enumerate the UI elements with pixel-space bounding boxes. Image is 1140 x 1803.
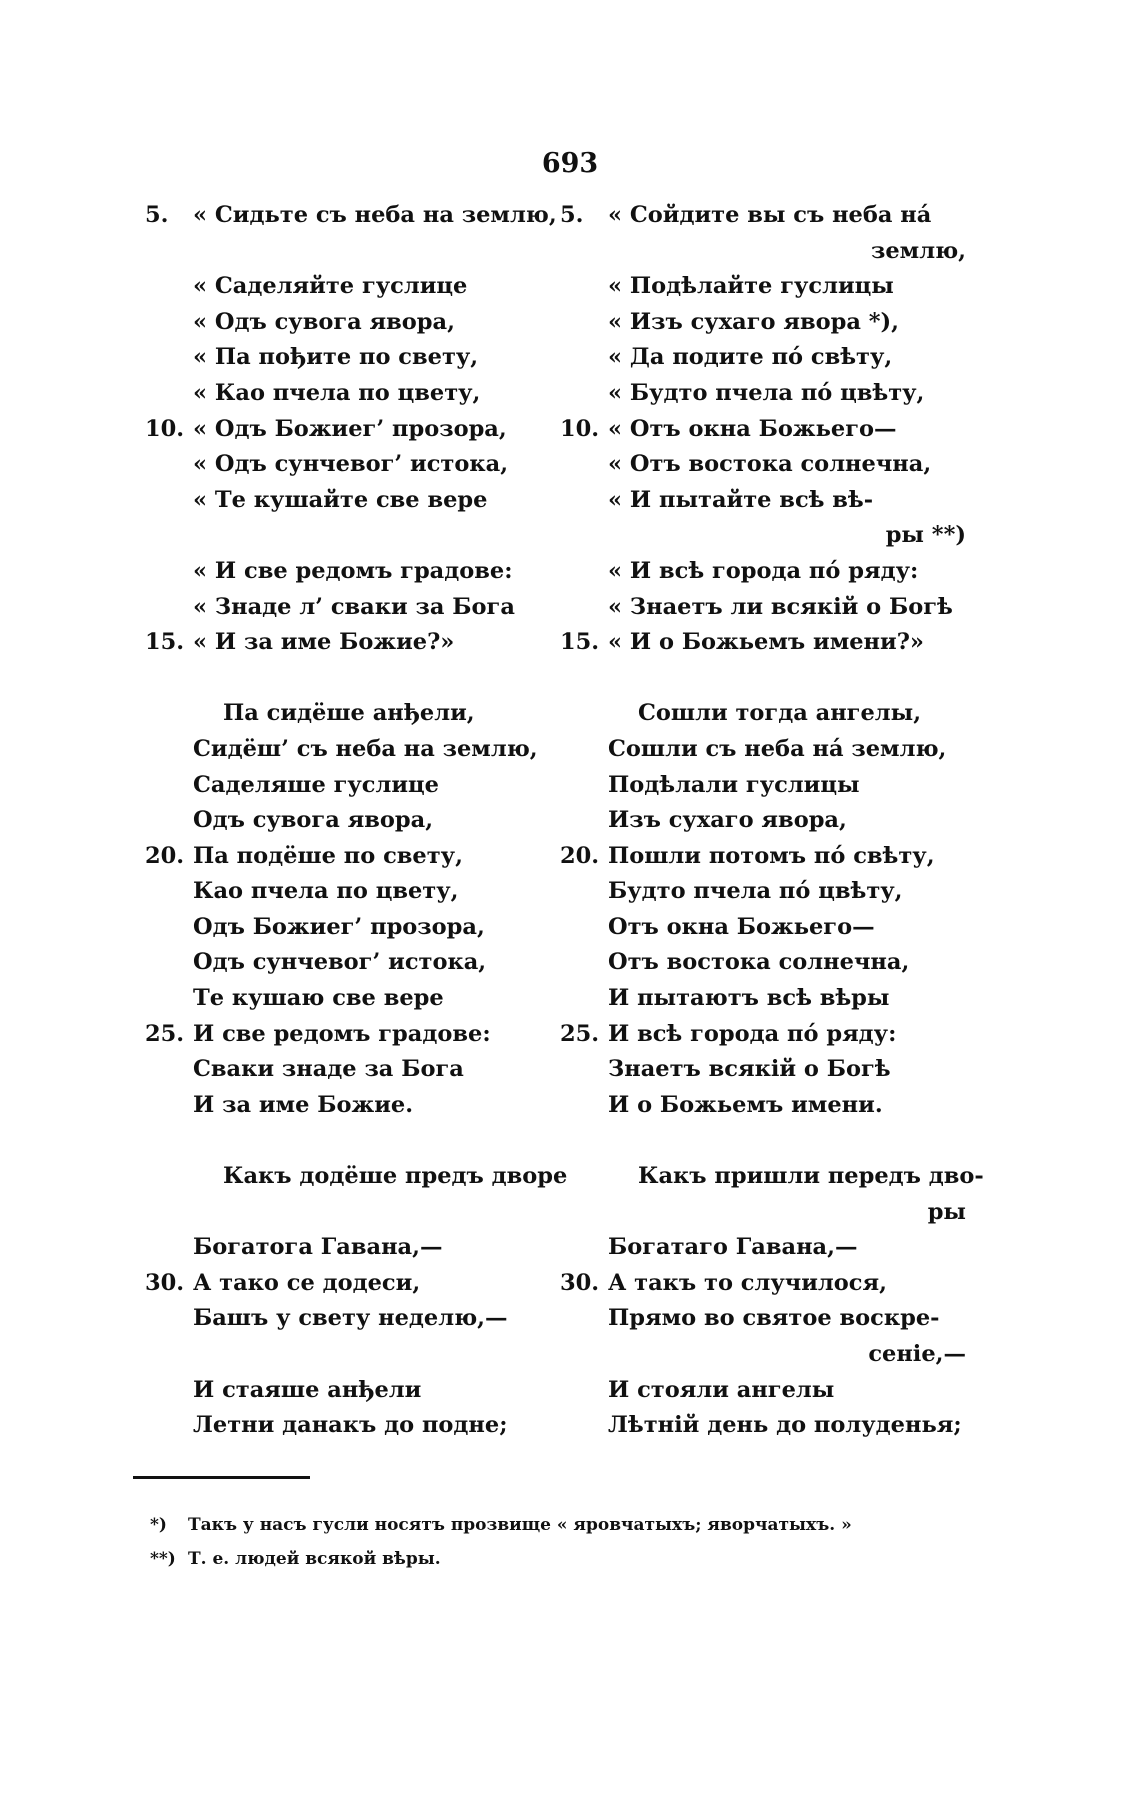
verse-line — [560, 376, 980, 412]
verse-line — [145, 305, 565, 341]
verse-line — [560, 945, 980, 981]
verse-line — [145, 198, 565, 234]
verse-text: Сошли тогда ангелы, — [638, 700, 922, 727]
verse-text: « И пытайте всѣ вѣ- — [608, 486, 874, 513]
verse-line — [560, 910, 980, 946]
verse-line — [145, 625, 565, 661]
verse-text: « Отъ окна Божьего— — [608, 415, 897, 442]
verse-text: « И всѣ города по́ ряду: — [608, 557, 919, 584]
verse-line — [560, 874, 980, 910]
verse-text: « Изъ сухаго явора *), — [608, 308, 899, 335]
verse-text: И всѣ города по́ ряду: — [608, 1020, 897, 1047]
verse-line — [560, 305, 980, 341]
verse-text: Одъ сувога явора, — [193, 807, 434, 834]
verse-line — [560, 1337, 980, 1373]
verse-continuation: землю, — [871, 237, 966, 264]
verse-line — [560, 269, 980, 305]
verse-continuation: ры — [927, 1198, 966, 1225]
verse-text: И стояли ангелы — [608, 1376, 835, 1403]
verse-line — [145, 945, 565, 981]
verse-line — [145, 1230, 565, 1266]
footnote-text: Такъ у насъ гусли носятъ прозвище « яровчатыхъ; яворчатыхъ. » — [188, 1515, 852, 1535]
verse-line — [560, 1373, 980, 1409]
right-column-russian — [560, 198, 984, 1444]
verse-line — [560, 412, 980, 448]
verse-continuation: ры **) — [885, 522, 966, 549]
verse-text: Подѣлали гуслицы — [608, 771, 860, 798]
line-number: 5. — [560, 202, 584, 228]
verse-line — [560, 234, 980, 270]
verse-line — [145, 269, 565, 305]
verse-line — [560, 696, 980, 732]
verse-line — [145, 1301, 565, 1337]
verse-text: Сидёш’ съ неба на землю, — [193, 735, 538, 762]
verse-line — [145, 874, 565, 910]
verse-text: Будто пчела по́ цвѣту, — [608, 878, 903, 905]
verse-line — [560, 981, 980, 1017]
verse-text: « Знаде л’ сваки за Бога — [193, 593, 515, 620]
line-number: 20. — [145, 842, 185, 869]
verse-text: « Отъ востока солнечна, — [608, 451, 932, 478]
line-number: 25. — [560, 1020, 600, 1047]
stanza-gap — [145, 1123, 565, 1159]
verse-line — [560, 1230, 980, 1266]
stanza-gap — [560, 661, 980, 697]
verse-line — [145, 447, 565, 483]
line-number: 10. — [145, 415, 185, 442]
verse-line — [560, 198, 980, 234]
verse-line — [145, 340, 565, 376]
verse-line — [560, 803, 980, 839]
verse-text: Летни данакъ до подне; — [193, 1412, 508, 1439]
verse-text: Какъ пришли передъ дво- — [638, 1163, 984, 1190]
verse-text: И за име Божие. — [193, 1091, 414, 1118]
verse-line — [560, 1159, 984, 1195]
verse-text: « Одъ сувога явора, — [193, 308, 455, 335]
verse-text: Одъ Божиег’ прозора, — [193, 913, 485, 940]
stanza-gap — [145, 518, 565, 554]
verse-text: Прямо во святое воскре- — [608, 1305, 940, 1332]
footnote — [150, 1508, 1030, 1542]
footnote-text: Т. е. людей всякой вѣры. — [188, 1549, 441, 1569]
verse-line — [145, 1017, 565, 1053]
verse-text: Богатога Гавана,— — [193, 1234, 443, 1261]
verse-line — [145, 412, 565, 448]
verse-line — [145, 590, 565, 626]
line-number: 15. — [560, 629, 600, 656]
verse-line — [145, 803, 565, 839]
verse-text: « Знаетъ ли всякій о Богѣ — [608, 593, 953, 620]
verse-text: Па сидёше анђели, — [223, 700, 475, 727]
verse-text: « Те кушайте све вере — [193, 486, 488, 513]
verse-text: Богатаго Гавана,— — [608, 1234, 858, 1261]
verse-text: Изъ сухаго явора, — [608, 807, 847, 834]
verse-line — [145, 981, 565, 1017]
verse-text: Башъ у свету неделю,— — [193, 1305, 508, 1332]
line-number: 30. — [145, 1269, 185, 1296]
verse-text: А тако се додеси, — [193, 1269, 421, 1296]
verse-text: Сошли съ неба на́ землю, — [608, 735, 947, 762]
footnote-divider — [133, 1476, 310, 1479]
verse-line — [560, 1017, 980, 1053]
verse-text: « Да подите по́ свѣту, — [608, 344, 893, 371]
verse-line — [145, 732, 565, 768]
verse-text: « Будто пчела по́ цвѣту, — [608, 379, 925, 406]
verse-line — [145, 1088, 565, 1124]
footnote — [150, 1542, 1030, 1576]
verse-text: И све редомъ градове: — [193, 1020, 491, 1047]
verse-line — [145, 910, 565, 946]
verse-line — [560, 732, 980, 768]
line-number: 30. — [560, 1269, 600, 1296]
stanza-gap — [145, 661, 565, 697]
verse-text: « Као пчела по цвету, — [193, 379, 481, 406]
verse-line — [145, 483, 565, 519]
verse-line — [560, 839, 980, 875]
stanza-gap — [145, 1195, 565, 1231]
verse-line — [560, 1301, 980, 1337]
verse-line — [145, 1266, 565, 1302]
verse-text: И стаяше анђели — [193, 1376, 422, 1403]
verse-text: И о Божьемъ имени. — [608, 1091, 883, 1118]
verse-line — [560, 447, 980, 483]
line-number: 10. — [560, 415, 600, 442]
verse-line — [145, 376, 565, 412]
stanza-gap — [560, 1123, 980, 1159]
verse-text: Саделяше гуслице — [193, 771, 439, 798]
verse-line — [145, 768, 565, 804]
verse-text: Какъ додёше предъ дворе — [223, 1163, 568, 1190]
verse-line — [145, 696, 565, 732]
verse-line — [560, 483, 980, 519]
verse-line — [145, 1052, 565, 1088]
verse-text: « Одъ сунчевог’ истока, — [193, 451, 509, 478]
verse-text: Те кушаю све вере — [193, 985, 444, 1012]
verse-line — [145, 1373, 565, 1409]
page-number: 693 — [541, 148, 599, 179]
verse-line — [560, 1052, 980, 1088]
verse-text: Сваки знаде за Бога — [193, 1056, 464, 1083]
left-column-serbian — [145, 198, 568, 1444]
verse-line — [560, 590, 980, 626]
verse-text: « И о Божьемъ имени?» — [608, 629, 924, 656]
verse-text: « Па пођите по свету, — [193, 344, 479, 371]
verse-text: « Саделяйте гуслице — [193, 273, 468, 300]
line-number: 25. — [145, 1020, 185, 1047]
verse-text: Отъ востока солнечна, — [608, 949, 910, 976]
verse-line — [145, 554, 565, 590]
verse-text: Пошли потомъ по́ свѣту, — [608, 842, 935, 869]
verse-text: « Сойдите вы съ неба на́ — [608, 202, 932, 228]
verse-line — [145, 839, 565, 875]
line-number: 15. — [145, 629, 185, 656]
verse-text: « Сидьте съ неба на землю, — [193, 202, 557, 228]
verse-line — [560, 518, 980, 554]
footnote-mark: *) — [150, 1515, 167, 1535]
verse-text: Па подёше по свету, — [193, 842, 463, 869]
verse-text: Лѣтній день до полуденья; — [608, 1412, 962, 1439]
verse-line — [560, 1266, 980, 1302]
verse-text: Одъ сунчевог’ истока, — [193, 949, 487, 976]
verse-text: « И све редомъ градове: — [193, 557, 513, 584]
verse-text: Знаетъ всякій о Богѣ — [608, 1056, 891, 1083]
verse-text: И пытаютъ всѣ вѣры — [608, 985, 890, 1012]
line-number: 20. — [560, 842, 600, 869]
verse-line — [560, 554, 980, 590]
verse-line — [145, 1159, 568, 1195]
verse-line — [560, 625, 980, 661]
verse-text: Отъ окна Божьего— — [608, 913, 875, 940]
footnotes — [150, 1508, 1030, 1576]
verse-line — [560, 768, 980, 804]
verse-text: « И за име Божие?» — [193, 629, 455, 656]
footnote-mark: **) — [150, 1549, 176, 1569]
verse-line — [560, 1195, 980, 1231]
verse-text: А такъ то случилося, — [608, 1269, 887, 1296]
stanza-gap — [145, 234, 565, 270]
verse-text: « Одъ Божиег’ прозора, — [193, 415, 507, 442]
verse-line — [560, 1088, 980, 1124]
verse-text: « Подѣлайте гуслицы — [608, 273, 894, 300]
line-number: 5. — [145, 202, 169, 228]
stanza-gap — [145, 1337, 565, 1373]
verse-text: Као пчела по цвету, — [193, 878, 459, 905]
verse-line — [145, 1408, 565, 1444]
verse-line — [560, 1408, 980, 1444]
verse-line — [560, 340, 980, 376]
verse-continuation: сеніе,— — [868, 1341, 966, 1367]
